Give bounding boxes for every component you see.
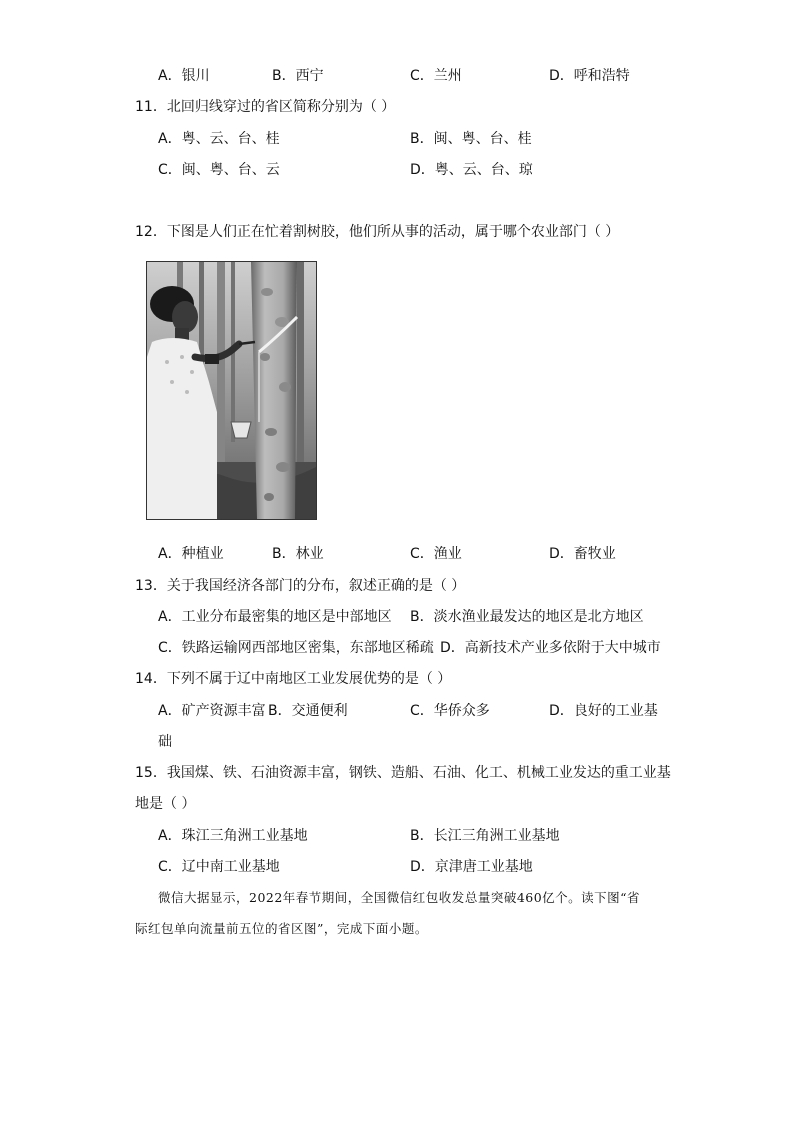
q10-option-a: A．银川: [158, 68, 210, 84]
q15-stem-line2: 地是（ ）: [135, 796, 196, 812]
passage-line2: 际红包单向流量前五位的省区图”，完成下面小题。: [135, 921, 428, 936]
q12-option-c: C．渔业: [410, 546, 462, 562]
q14-option-a: A．矿产资源丰富: [158, 703, 266, 719]
q14-stem: 14．下列不属于辽中南地区工业发展优势的是（ ）: [135, 671, 452, 687]
q12-option-d: D．畜牧业: [549, 546, 616, 562]
q12-stem: 12．下图是人们正在忙着割树胶，他们所从事的活动，属于哪个农业部门（ ）: [135, 224, 620, 240]
q14-option-c: C．华侨众多: [410, 703, 490, 719]
q15-option-c: C．辽中南工业基地: [158, 859, 280, 875]
rubber-tapping-photo: [146, 261, 317, 520]
q13-option-b: B．淡水渔业最发达的地区是北方地区: [410, 609, 644, 625]
q14-option-d-wrap: 础: [158, 734, 172, 750]
q13-stem: 13．关于我国经济各部门的分布，叙述正确的是（ ）: [135, 578, 466, 594]
q15-option-d: D．京津唐工业基地: [410, 859, 533, 875]
q10-option-d: D．呼和浩特: [549, 68, 630, 84]
q13-option-d: D．高新技术产业多依附于大中城市: [440, 640, 661, 656]
q12-option-a: A．种植业: [158, 546, 224, 562]
q11-option-a: A．粤、云、台、桂: [158, 131, 280, 147]
q10-option-c: C．兰州: [410, 68, 462, 84]
q11-option-b: B．闽、粤、台、桂: [410, 131, 532, 147]
q12-option-b: B．林业: [272, 546, 324, 562]
q10-option-b: B．西宁: [272, 68, 324, 84]
q15-option-a: A．珠江三角洲工业基地: [158, 828, 308, 844]
q14-option-d: D．良好的工业基: [549, 703, 658, 719]
q13-option-a: A．工业分布最密集的地区是中部地区: [158, 609, 392, 625]
q15-stem-line1: 15．我国煤、铁、石油资源丰富，钢铁、造船、石油、化工、机械工业发达的重工业基: [135, 765, 671, 781]
q11-option-d: D．粤、云、台、琼: [410, 162, 533, 178]
passage-line1: 微信大据显示，2022年春节期间，全国微信红包收发总量突破460亿个。读下图“省: [158, 890, 641, 905]
q14-option-b: B．交通便利: [268, 703, 348, 719]
q11-option-c: C．闽、粤、台、云: [158, 162, 280, 178]
q15-option-b: B．长江三角洲工业基地: [410, 828, 560, 844]
q11-stem: 11．北回归线穿过的省区简称分别为（ ）: [135, 99, 396, 115]
q13-option-c: C．铁路运输网西部地区密集，东部地区稀疏: [158, 640, 434, 656]
